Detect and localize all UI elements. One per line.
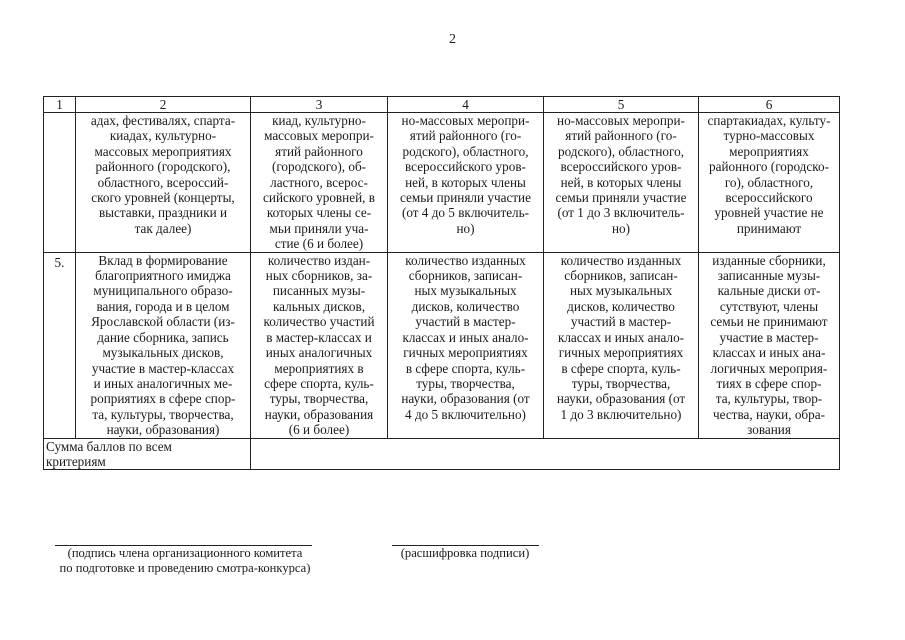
text-line: сборников, записан-	[408, 268, 523, 284]
text-line: выставки, праздники и	[98, 205, 228, 221]
score-cell-none	[699, 113, 840, 253]
text-line: количество издан-	[267, 252, 371, 268]
text-line: (от 1 до 3 включитель-	[557, 205, 685, 221]
text-line: классах и иных анало-	[557, 329, 685, 345]
text-line: но)	[456, 220, 475, 236]
text-line: гичных мероприятиях	[558, 345, 684, 361]
text-line: та, культуры, твор-	[715, 391, 823, 407]
text-line: массовых меропри-	[264, 128, 374, 144]
text-line: но-массовых меропри-	[401, 113, 530, 128]
text-line: всероссийского	[725, 190, 813, 206]
text-line: киадах, культурно-	[109, 128, 217, 144]
text-line: принимают	[736, 220, 802, 236]
row-number-cell: 5.	[44, 252, 76, 438]
table-header-row	[44, 97, 840, 113]
header-col-3: 3	[251, 97, 388, 113]
text-line: всероссийского уров-	[560, 159, 682, 175]
text-line: зования	[747, 422, 791, 438]
text-line: сутствуют, члены	[719, 298, 819, 314]
text-line: количество участий	[263, 314, 375, 330]
score-cell-medium	[388, 113, 544, 253]
text-line: массовых мероприятиях	[94, 143, 232, 159]
header-col-6: 6	[699, 97, 840, 113]
criterion-cell	[76, 113, 251, 253]
text-line: участий в мастер-	[415, 314, 516, 330]
text-line: туры, творчества,	[416, 375, 515, 391]
text-line: участие в мастер-классах	[91, 360, 235, 376]
text-line: туры, творчества,	[571, 375, 671, 391]
text-line: науки, образования (от	[401, 391, 530, 407]
table-row-5	[44, 252, 840, 438]
text-line: дание сборника, запись	[97, 329, 229, 345]
text-line: ней, в которых члены	[405, 174, 526, 190]
text-line: музыкальных дисков,	[102, 345, 224, 361]
text-line: тиях в сфере спор-	[716, 375, 822, 391]
text-line: 4 до 5 включительно)	[405, 406, 526, 422]
score-cell-low	[544, 252, 699, 438]
score-cell-medium	[388, 252, 544, 438]
text-line: дисков, количество	[567, 298, 675, 314]
text-line: ятий районного (го-	[409, 128, 522, 144]
score-cell-high	[251, 113, 388, 253]
table-row-continuation	[44, 113, 840, 253]
header-col-4: 4	[388, 97, 544, 113]
text-line: гичных мероприятиях	[403, 345, 528, 361]
text-line: критериям	[46, 453, 106, 469]
header-col-1: 1	[44, 97, 76, 113]
text-line: сфере спорта, куль-	[264, 375, 374, 391]
text-line: стие (6 и более)	[274, 236, 364, 252]
text-line: (расшифровка подписи)	[400, 546, 530, 560]
text-line: родского), областного,	[402, 143, 529, 159]
text-line: ластного, всерос-	[270, 174, 368, 190]
text-line: изданные сборники,	[712, 252, 826, 268]
text-line: в сфере спорта, куль-	[405, 360, 526, 376]
text-line: и иных аналогичных ме-	[93, 375, 233, 391]
text-line: уровней участие не	[714, 205, 824, 221]
score-cell-none	[699, 252, 840, 438]
text-line: ных музыкальных	[569, 283, 673, 299]
text-line: кальных дисков,	[272, 298, 366, 314]
score-cell-low	[544, 113, 699, 253]
text-line: дисков, количество	[411, 298, 520, 314]
text-line: 1 до 3 включительно)	[560, 406, 682, 422]
text-line: классах и иных анало-	[402, 329, 529, 345]
text-line: туры, творчества,	[269, 391, 369, 407]
text-line: сборников, записан-	[564, 268, 678, 284]
header-col-2: 2	[76, 97, 251, 113]
text-line: адах, фестивалях, спарта-	[90, 113, 236, 128]
text-line: записанные музы-	[717, 268, 821, 284]
text-line: семьи не принимают	[710, 314, 828, 330]
sum-value-cell	[251, 438, 840, 470]
text-line: по подготовке и проведению смотра-конкурса)	[59, 561, 311, 575]
text-line: но-массовых меропри-	[557, 113, 685, 128]
text-line: муниципального образо-	[93, 283, 233, 299]
text-line: мероприятиях в	[274, 360, 364, 376]
text-line: родского), областного,	[557, 143, 684, 159]
text-line: спартакиадах, культу-	[707, 113, 831, 128]
signature-decoding-caption	[380, 546, 550, 561]
text-line: ней, в которых члены	[560, 174, 682, 190]
text-line: всероссийского уров-	[405, 159, 526, 175]
text-line: науки, образования)	[106, 422, 220, 438]
text-line: областного, всероссий-	[97, 174, 229, 190]
text-line: семьи приняли участие	[400, 190, 531, 206]
text-line: количество изданных	[560, 252, 682, 268]
sum-label-cell	[44, 438, 251, 470]
text-line: семьи приняли участие	[555, 190, 687, 206]
text-line: вания, города и в целом	[96, 298, 230, 314]
text-line: логичных мероприя-	[710, 360, 828, 376]
text-line: Вклад в формирование	[98, 252, 228, 268]
text-line: районного (городского),	[95, 159, 231, 175]
text-line: кальные диски от-	[717, 283, 821, 299]
text-line: киад, культурно-	[272, 113, 366, 128]
text-line: участий в мастер-	[570, 314, 672, 330]
criteria-table	[43, 96, 840, 470]
text-line: роприятиях в сфере спор-	[90, 391, 236, 407]
text-line: иных аналогичных	[265, 345, 373, 361]
text-line: го), областного,	[724, 174, 814, 190]
text-line: (от 4 до 5 включитель-	[401, 205, 530, 221]
header-col-5: 5	[544, 97, 699, 113]
text-line: ных музыкальных	[414, 283, 517, 299]
text-line: ятий районного (го-	[565, 128, 677, 144]
text-line: ных сборников, за-	[265, 268, 373, 284]
text-line: ского уровней (концерты,	[91, 190, 235, 206]
text-line: (6 и более)	[288, 422, 350, 438]
score-cell-high	[251, 252, 388, 438]
page-number: 2	[449, 32, 456, 47]
text-line: турно-массовых	[723, 128, 815, 144]
text-line: но)	[611, 220, 631, 236]
row-number-cell	[44, 113, 76, 253]
text-line: науки, образования	[264, 406, 374, 422]
text-line: так далее)	[134, 220, 192, 236]
text-line: Сумма баллов по всем	[46, 438, 172, 454]
text-line: мероприятиях районного (городско-	[709, 143, 829, 175]
text-line: участие в мастер-	[719, 329, 819, 345]
text-line: сийского уровней, в	[263, 190, 375, 206]
criterion-cell	[76, 252, 251, 438]
text-line: мьи приняли уча-	[269, 220, 369, 236]
table-row-sum	[44, 438, 840, 470]
text-line: классах и иных ана-	[712, 345, 826, 361]
text-line: та, культуры, творчества,	[92, 406, 234, 422]
text-line: которых члены се-	[266, 205, 372, 221]
text-line: количество изданных	[405, 252, 526, 268]
text-line: писанных музы-	[272, 283, 366, 299]
text-line: ятий районного	[275, 143, 363, 159]
text-line: науки, образования (от	[556, 391, 686, 407]
text-line: благоприятного имиджа	[95, 268, 231, 284]
text-line: в мастер-классах и	[266, 329, 372, 345]
text-line: Ярославской области (из-	[91, 314, 235, 330]
text-line: чества, науки, обра-	[713, 406, 825, 422]
text-line: (городского), об-	[271, 159, 367, 175]
signature-caption	[40, 546, 330, 576]
text-line: (подпись члена организационного комитета	[67, 546, 303, 560]
text-line: в сфере спорта, куль-	[561, 360, 681, 376]
